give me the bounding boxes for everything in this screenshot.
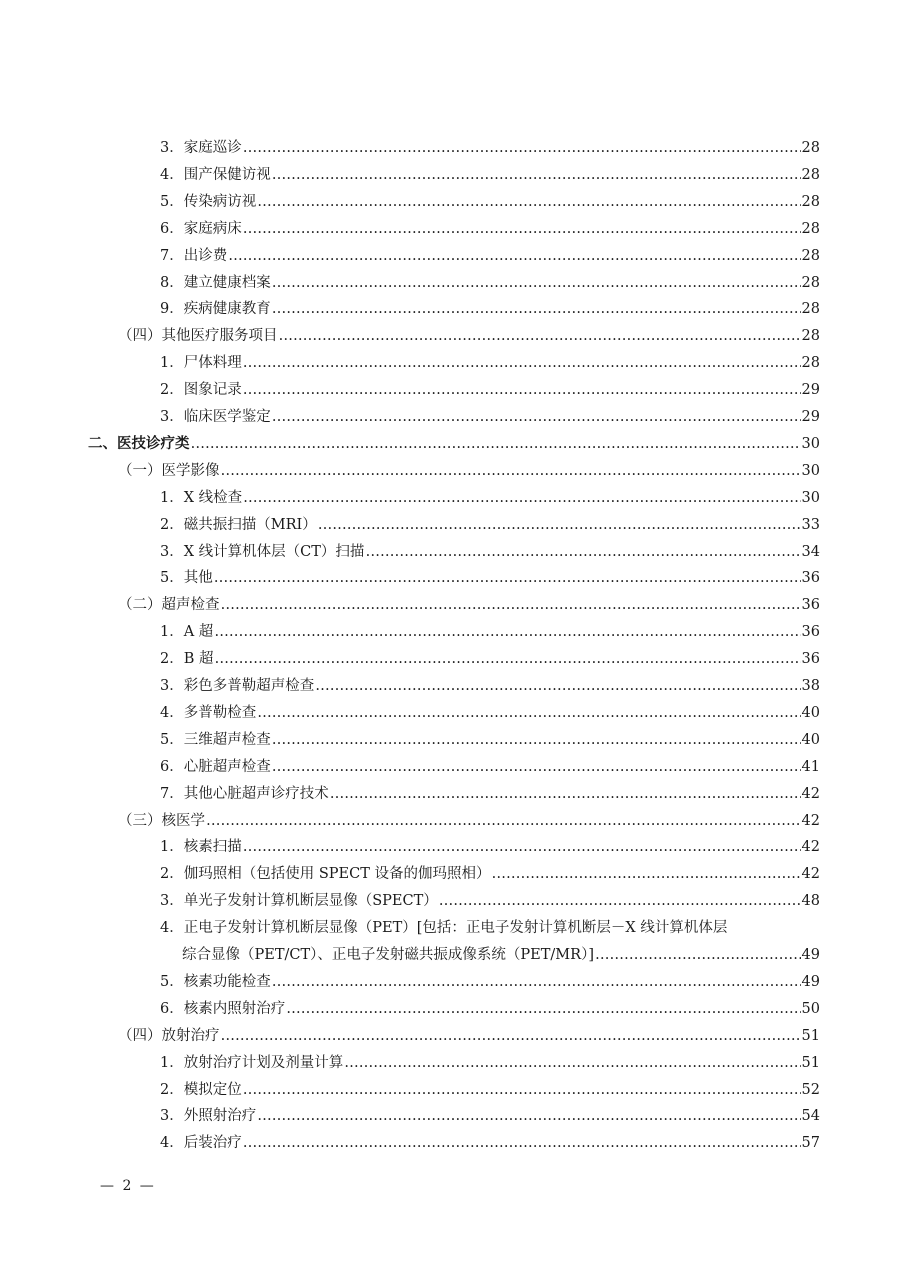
toc-entry-label: 1．核素扫描 bbox=[160, 839, 242, 856]
toc-entry[interactable] bbox=[160, 750, 820, 776]
toc-entry-label: 2．伽玛照相（包括使用 SPECT 设备的伽玛照相） bbox=[160, 866, 491, 883]
toc-leader-dots bbox=[221, 1027, 801, 1045]
toc-leader-dots bbox=[286, 1000, 800, 1018]
toc-entry-page: 51 bbox=[801, 1054, 820, 1071]
toc-leader-dots bbox=[272, 166, 801, 184]
toc-leader-dots bbox=[243, 139, 801, 157]
toc-entry-page: 28 bbox=[801, 355, 820, 372]
toc-leader-dots bbox=[330, 785, 801, 803]
toc-leader-dots bbox=[595, 946, 801, 964]
toc-entry-page: 42 bbox=[801, 785, 820, 802]
toc-entry-label: （二）超声检查 bbox=[118, 597, 220, 614]
toc-entry-label: 9．疾病健康教育 bbox=[160, 301, 271, 318]
toc-entry[interactable] bbox=[160, 158, 820, 184]
toc-leader-dots bbox=[243, 381, 801, 399]
toc-leader-dots bbox=[272, 973, 801, 991]
toc-leader-dots bbox=[491, 865, 800, 883]
toc-entry[interactable] bbox=[160, 1126, 820, 1152]
toc-entry-page: 48 bbox=[801, 893, 820, 910]
toc-entry-label: 1．放射治疗计划及剂量计算 bbox=[160, 1054, 344, 1071]
toc-entry-page: 34 bbox=[801, 543, 820, 560]
toc-entry-label: 二、医技诊疗类 bbox=[88, 434, 190, 452]
toc-entry-label: （四）放射治疗 bbox=[118, 1027, 220, 1044]
toc-entry-page: 38 bbox=[801, 678, 820, 694]
toc-entry-label: 4．围产保健访视 bbox=[160, 166, 271, 183]
toc-entry-label: 8．建立健康档案 bbox=[160, 274, 271, 291]
toc-entry-page: 28 bbox=[801, 274, 820, 291]
toc-entry-label: 4．多普勒检查 bbox=[160, 704, 257, 721]
toc-entry-page: 57 bbox=[801, 1135, 820, 1152]
toc-entry[interactable] bbox=[160, 884, 820, 910]
toc-entry[interactable] bbox=[160, 723, 820, 749]
toc-leader-dots bbox=[221, 596, 801, 614]
toc-entry-page: 36 bbox=[801, 597, 820, 614]
toc-entry[interactable] bbox=[160, 696, 820, 722]
toc-leader-dots bbox=[243, 838, 801, 856]
toc-entry[interactable] bbox=[160, 400, 820, 426]
toc-entry-label: 6．核素内照射治疗 bbox=[160, 1000, 286, 1017]
toc-leader-dots bbox=[221, 462, 801, 480]
toc-leader-dots bbox=[318, 516, 801, 534]
toc-leader-dots bbox=[214, 623, 800, 641]
toc-entry[interactable] bbox=[160, 830, 820, 856]
toc-entry-label: 5．三维超声检查 bbox=[160, 731, 271, 748]
toc-leader-dots bbox=[272, 274, 801, 292]
page-number: — 2 — bbox=[100, 1178, 156, 1194]
toc-entry-page: 54 bbox=[801, 1108, 820, 1125]
toc-entry[interactable] bbox=[160, 346, 820, 372]
toc-entry-page: 42 bbox=[801, 812, 820, 829]
toc-entry[interactable] bbox=[160, 911, 820, 937]
toc-entry-page: 41 bbox=[801, 758, 820, 775]
toc-leader-dots bbox=[215, 650, 801, 668]
toc-entry[interactable] bbox=[160, 1046, 820, 1072]
toc-entry-label: 3．X 线计算机体层（CT）扫描 bbox=[160, 543, 365, 560]
toc-entry-page: 49 bbox=[801, 973, 820, 990]
toc-leader-dots bbox=[243, 1134, 801, 1152]
toc-entry[interactable] bbox=[160, 857, 820, 883]
toc-entry-page: 42 bbox=[801, 839, 820, 856]
toc-entry-label: 2．模拟定位 bbox=[160, 1081, 242, 1098]
toc-entry-label: 3．临床医学鉴定 bbox=[160, 409, 271, 425]
toc-entry[interactable] bbox=[118, 588, 820, 614]
toc-entry-label: 1．A 超 bbox=[160, 624, 214, 641]
toc-leader-dots bbox=[243, 354, 801, 372]
toc-leader-dots bbox=[272, 731, 801, 749]
toc-entry[interactable] bbox=[160, 642, 820, 668]
toc-leader-dots bbox=[272, 300, 801, 318]
toc-entry-page: 42 bbox=[801, 866, 820, 883]
toc-leader-dots bbox=[243, 489, 800, 507]
toc-entry-label: 6．家庭病床 bbox=[160, 220, 242, 237]
toc-entry[interactable] bbox=[88, 427, 820, 453]
toc-leader-dots bbox=[257, 193, 800, 211]
toc-entry[interactable] bbox=[160, 266, 820, 292]
toc-entry-label: 7．其他心脏超声诊疗技术 bbox=[160, 785, 329, 802]
toc-entry[interactable] bbox=[160, 292, 820, 318]
toc-entry-label: 3．单光子发射计算机断层显像（SPECT） bbox=[160, 893, 438, 910]
toc-entry-page: 29 bbox=[801, 382, 820, 399]
toc-entry[interactable] bbox=[160, 535, 820, 561]
toc-entry-page: 30 bbox=[801, 462, 820, 479]
toc-entry-label: （四）其他医疗服务项目 bbox=[118, 328, 278, 345]
toc-entry-label: 4．后装治疗 bbox=[160, 1135, 242, 1152]
toc-entry[interactable] bbox=[118, 1019, 820, 1045]
toc-leader-dots bbox=[365, 543, 800, 561]
toc-entry-label: 3．彩色多普勒超声检查 bbox=[160, 678, 315, 694]
toc-entry-page: 40 bbox=[801, 704, 820, 721]
toc-entry-page: 28 bbox=[801, 193, 820, 210]
toc-leader-dots bbox=[214, 569, 801, 587]
toc-entry[interactable] bbox=[118, 804, 820, 830]
toc-entry-page: 51 bbox=[801, 1027, 820, 1044]
toc-leader-dots bbox=[344, 1054, 800, 1072]
toc-entry[interactable] bbox=[118, 454, 820, 480]
toc-entry[interactable] bbox=[182, 938, 820, 964]
toc-leader-dots bbox=[206, 812, 801, 830]
toc-entry-label: 5．核素功能检查 bbox=[160, 973, 271, 990]
toc-entry-label: 3．外照射治疗 bbox=[160, 1108, 257, 1125]
toc-entry-page: 28 bbox=[801, 328, 820, 345]
toc-entry[interactable] bbox=[160, 669, 820, 695]
toc-entry-label: （三）核医学 bbox=[118, 812, 205, 829]
toc-leader-dots bbox=[272, 408, 801, 426]
toc-entry[interactable] bbox=[160, 1099, 820, 1125]
toc-entry[interactable] bbox=[160, 185, 820, 211]
toc-leader-dots bbox=[439, 892, 801, 910]
toc-entry-page: 36 bbox=[801, 570, 820, 587]
toc-leader-dots bbox=[228, 247, 800, 265]
toc-entry-label: 2．B 超 bbox=[160, 651, 214, 668]
toc-entry[interactable] bbox=[160, 992, 820, 1018]
toc-entry[interactable] bbox=[160, 965, 820, 991]
toc-entry-page: 30 bbox=[801, 435, 820, 452]
toc-entry-label: 5．传染病访视 bbox=[160, 193, 257, 210]
toc-leader-dots bbox=[257, 704, 800, 722]
toc-entry[interactable] bbox=[160, 615, 820, 641]
toc-entry[interactable] bbox=[160, 373, 820, 399]
toc-entry-page: 40 bbox=[801, 731, 820, 748]
toc-entry-label: 2．磁共振扫描（MRI） bbox=[160, 516, 317, 533]
toc-entry-page: 28 bbox=[801, 301, 820, 318]
toc-entry-page: 52 bbox=[801, 1081, 820, 1098]
toc-leader-dots bbox=[191, 435, 801, 453]
toc-entry-page: 50 bbox=[801, 1000, 820, 1017]
toc-entry[interactable] bbox=[160, 212, 820, 238]
toc-leader-dots bbox=[243, 220, 801, 238]
toc-entry[interactable] bbox=[118, 319, 820, 345]
toc-leader-dots bbox=[257, 1107, 800, 1125]
toc-entry-label: 4．正电子发射计算机断层显像（PET）[包括：正电子发射计算机断层－X 线计算机体层 bbox=[160, 920, 728, 937]
toc-entry[interactable] bbox=[160, 131, 820, 157]
toc-entry-label: 1．尸体料理 bbox=[160, 355, 242, 372]
toc-entry-label: 1．X 线检查 bbox=[160, 489, 243, 506]
toc-entry-label: 7．出诊费 bbox=[160, 247, 228, 264]
toc-entry-page: 36 bbox=[801, 651, 820, 668]
toc-entry-page: 28 bbox=[801, 140, 820, 156]
toc-entry-page: 28 bbox=[801, 247, 820, 264]
toc-entry[interactable] bbox=[160, 561, 820, 587]
toc-entry-page: 49 bbox=[801, 947, 820, 963]
toc-entry-page: 28 bbox=[801, 220, 820, 237]
toc-entry-label: 5．其他 bbox=[160, 570, 213, 587]
toc-entry-label: 2．图象记录 bbox=[160, 382, 242, 399]
toc-entry-label: （一）医学影像 bbox=[118, 462, 220, 479]
toc-entry-label: 3．家庭巡诊 bbox=[160, 140, 242, 156]
toc-entry-page: 30 bbox=[801, 489, 820, 506]
toc-entry[interactable] bbox=[160, 1073, 820, 1099]
toc-entry[interactable] bbox=[160, 481, 820, 507]
toc-entry-page: 36 bbox=[801, 624, 820, 641]
toc-entry-label: 综合显像（PET/CT）、正电子发射磁共振成像系统（PET/MR）] bbox=[182, 947, 594, 963]
toc-entry-page: 28 bbox=[801, 166, 820, 183]
toc-leader-dots bbox=[279, 327, 801, 345]
toc-entry[interactable] bbox=[160, 777, 820, 803]
toc-leader-dots bbox=[272, 758, 801, 776]
toc-entry-page: 29 bbox=[801, 409, 820, 425]
toc-entry[interactable] bbox=[160, 239, 820, 265]
toc-leader-dots bbox=[315, 677, 800, 695]
toc-entry-label: 6．心脏超声检查 bbox=[160, 758, 271, 775]
toc-entry[interactable] bbox=[160, 508, 820, 534]
toc-leader-dots bbox=[243, 1081, 801, 1099]
toc-entry-page: 33 bbox=[801, 516, 820, 533]
